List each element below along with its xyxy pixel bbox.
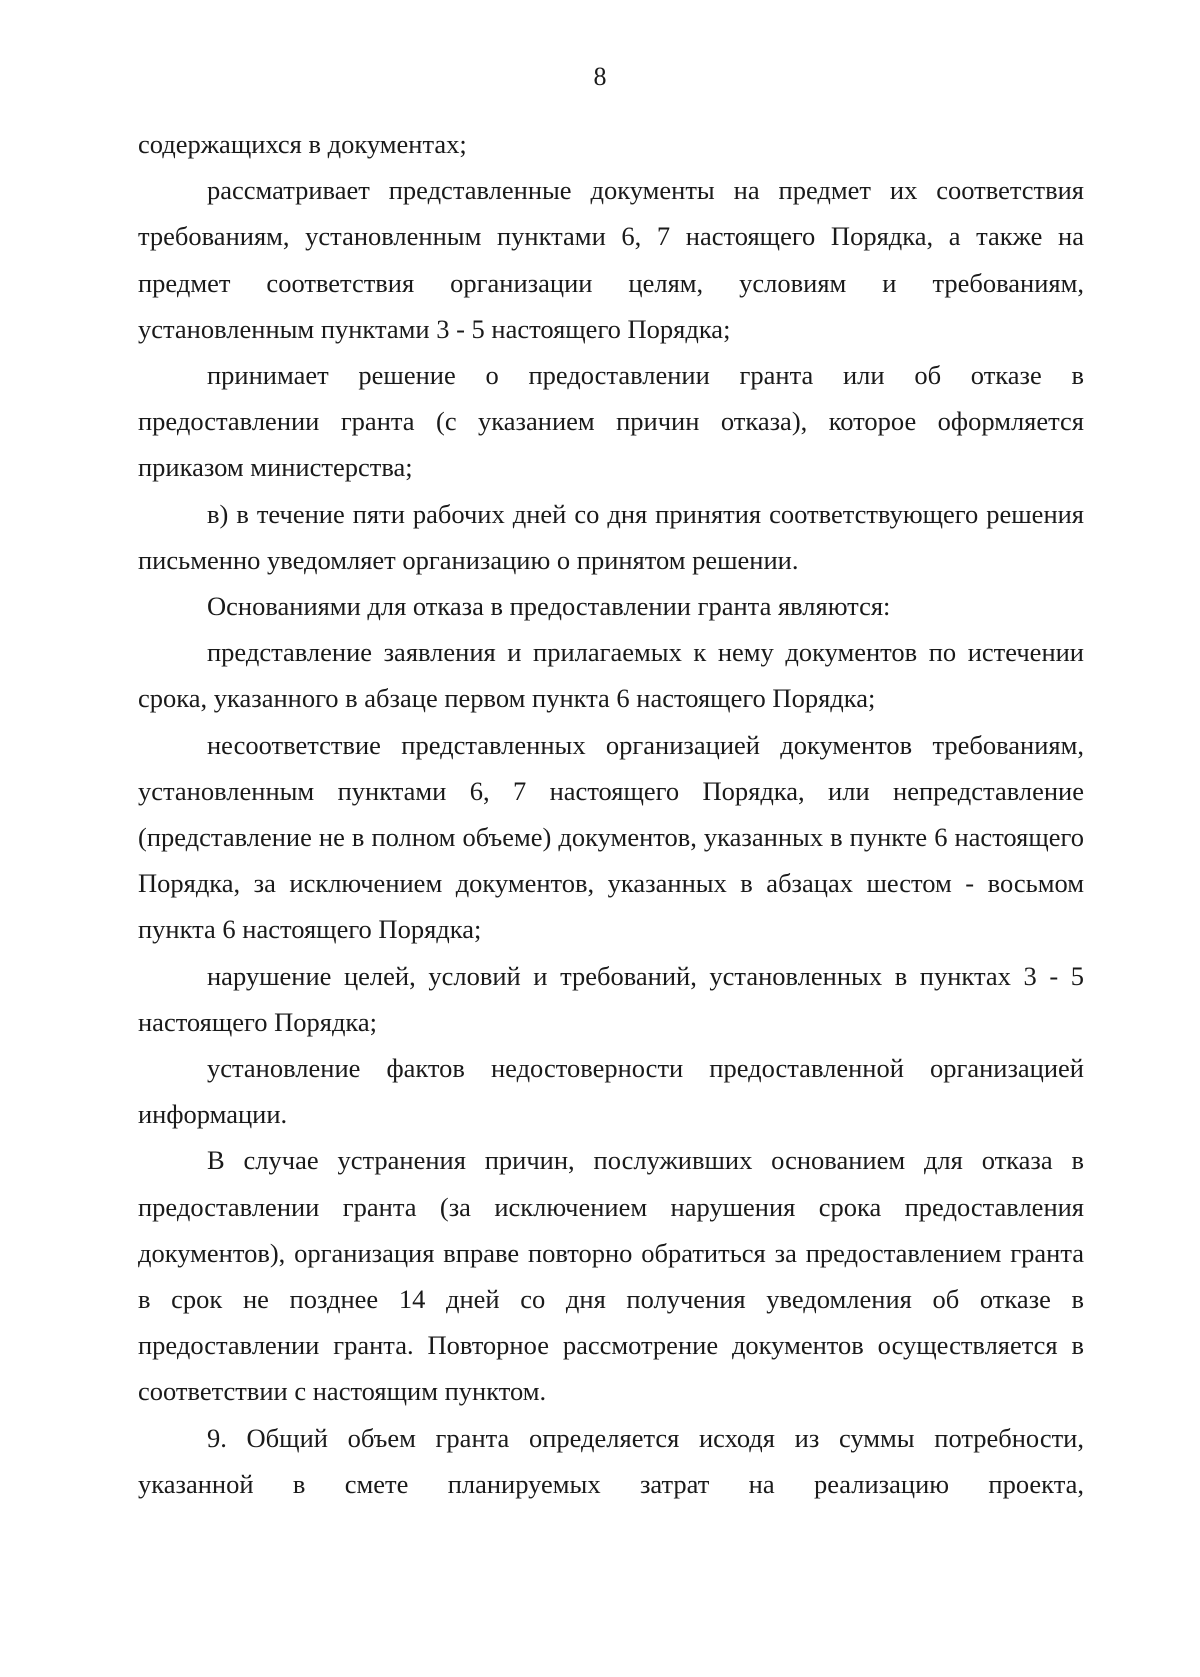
paragraph-refusal-grounds-heading: Основаниями для отказа в предоставлении гранта являются: [207,591,891,622]
paragraph-review-documents: рассматривает представленные документы на предмет их соответствия требованиям, установленным пунктами 6, 7 настоящего Порядка, а также на предмет соответствия организации целям, условиям и требованиям, установленным пунктами 3 - 5 настоящего Порядка; [138,175,1084,344]
paragraph-notification: в) в течение пяти рабочих дней со дня принятия соответствующего решения письменно уведомляет организацию о принятом решении. [138,498,1084,575]
paragraph-refusal-violation: нарушение целей, условий и требований, установленных в пунктах 3 - 5 настоящего Порядка; [138,960,1084,1037]
paragraph-decision: принимает решение о предоставлении гранта или об отказе в предоставлении гранта (с указанием причин отказа), которое оформляется приказом министерства; [138,360,1084,483]
paragraph-refusal-late-submission: представление заявления и прилагаемых к нему документов по истечении срока, указанного в абзаце первом пункта 6 настоящего Порядка; [138,637,1084,714]
page-number: 8 [593,62,607,91]
paragraph-continuation: содержащихся в документах; [138,129,467,159]
paragraph-reapplication: В случае устранения причин, послуживших основанием для отказа в предоставлении гранта (за исключением нарушения срока предоставления документов), организация вправе повторно обратиться за предоставлением гранта в срок не позднее 14 дней со дня получения уведомления об отказе в предоставлении гранта. Повторное рассмотрение документов осуществляется в соответствии с настоящим пунктом. [138,1145,1084,1407]
paragraph-refusal-false-info: установление фактов недостоверности предоставленной организацией информации. [138,1053,1084,1130]
paragraph-item-9: 9. Общий объем гранта определяется исходя из суммы потребности, указанной в смете планируемых затрат на реализацию проекта, [138,1422,1084,1499]
paragraph-refusal-nonconformity: несоответствие представленных организацией документов требованиям, установленным пунктами 6, 7 настоящего Порядка, или непредставление (представление не в полном объеме) документов, указанных в пункте 6 настоящего Порядка, за исключением документов, указанных в абзацах шестом - восьмом пункта 6 настоящего Порядка; [138,729,1084,945]
document-body [138,121,1084,1507]
